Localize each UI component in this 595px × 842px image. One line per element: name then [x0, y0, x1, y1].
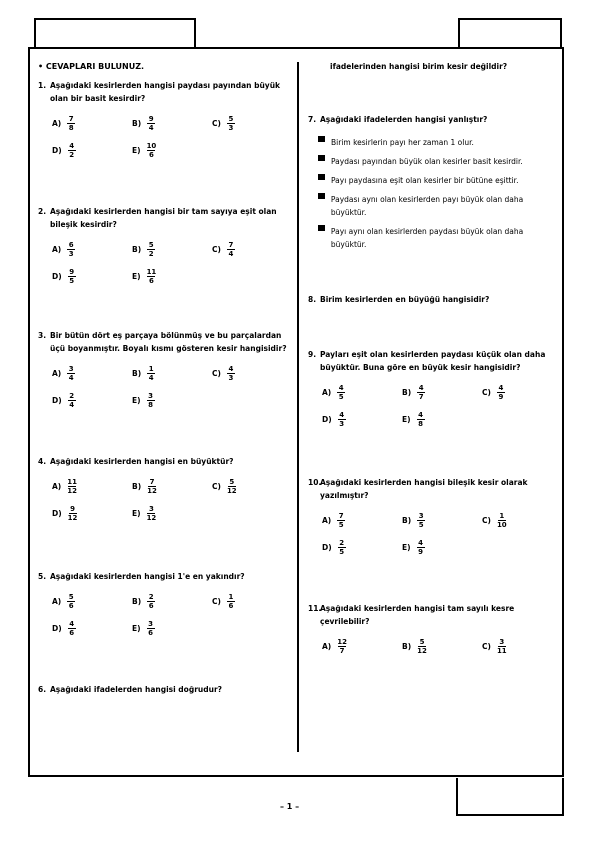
fraction-denominator: 3 — [228, 124, 234, 132]
answer-choices — [322, 638, 558, 655]
answer-option[interactable] — [52, 268, 132, 285]
answer-option[interactable] — [322, 638, 402, 655]
option-label: E) — [132, 624, 141, 633]
question-body: Aşağıdaki kesirlerden hangisi paydası payından büyük olan bir basit kesirdir? — [50, 81, 281, 103]
answer-option[interactable] — [132, 392, 212, 409]
option-label: B) — [132, 369, 142, 378]
answer-option[interactable] — [52, 142, 132, 159]
answer-option[interactable] — [132, 478, 212, 495]
fraction-denominator: 2 — [69, 151, 75, 159]
fraction — [67, 241, 75, 258]
option-label: E) — [132, 146, 141, 155]
option-label: D) — [52, 396, 62, 405]
fraction-numerator: 2 — [69, 392, 75, 400]
fraction-numerator: 2 — [339, 539, 345, 547]
option-label: A) — [322, 388, 332, 397]
bullet-icon — [318, 225, 325, 231]
bullet-icon — [318, 155, 325, 161]
fraction — [338, 411, 346, 428]
fraction — [147, 142, 157, 159]
fraction-numerator: 9 — [70, 505, 75, 513]
option-label: C) — [212, 597, 221, 606]
fraction — [417, 384, 425, 401]
answer-choices — [322, 512, 558, 556]
fraction — [227, 365, 235, 382]
option-label: B) — [402, 642, 412, 651]
fraction — [337, 512, 345, 529]
fraction — [227, 241, 235, 258]
statement-text: Payı paydasına eşit olan kesirler bir bütüne eşittir. — [331, 176, 519, 185]
option-label: E) — [402, 543, 411, 552]
answer-option[interactable] — [322, 411, 402, 428]
fraction-numerator: 4 — [338, 384, 344, 392]
answer-option[interactable] — [132, 115, 212, 132]
option-label: D) — [52, 509, 62, 518]
fraction — [227, 478, 237, 495]
question-7 — [308, 113, 558, 251]
fraction-numerator: 4 — [498, 384, 504, 392]
question-text — [308, 476, 558, 502]
option-label: A) — [52, 369, 62, 378]
fraction-numerator: 9 — [69, 268, 75, 276]
question-body: Aşağıdaki kesirlerden hangisi bir tam sayıya eşit olan bileşik kesirdir? — [50, 207, 277, 229]
statement-text: Paydası aynı olan kesirlerden payı büyük olan daha büyüktür. — [330, 195, 524, 217]
answer-option[interactable] — [212, 478, 292, 495]
question-number: 2. — [38, 207, 47, 216]
fraction — [68, 392, 76, 409]
fraction-numerator: 3 — [149, 505, 154, 513]
fraction-denominator: 6 — [69, 629, 75, 637]
fraction — [497, 512, 507, 529]
fraction — [67, 478, 77, 495]
question-5 — [38, 570, 288, 637]
question-text — [308, 602, 558, 628]
option-label: D) — [322, 543, 332, 552]
fraction-denominator: 3 — [228, 374, 234, 382]
fraction-numerator: 3 — [499, 638, 505, 646]
fraction-denominator: 5 — [338, 521, 344, 529]
question-1 — [38, 79, 288, 159]
fraction-denominator: 6 — [149, 277, 154, 285]
fraction-denominator: 12 — [67, 487, 77, 495]
question-text — [308, 293, 558, 306]
fraction-numerator: 5 — [148, 241, 154, 249]
option-label: A) — [322, 516, 332, 525]
option-label: C) — [212, 482, 221, 491]
fraction-numerator: 9 — [148, 115, 154, 123]
fraction-denominator: 8 — [148, 401, 153, 409]
fraction-numerator: 1 — [228, 593, 234, 601]
fraction-numerator: 4 — [339, 411, 345, 419]
fraction-denominator: 10 — [496, 521, 507, 529]
statement-item[interactable] — [318, 174, 558, 187]
answer-choices — [52, 365, 288, 409]
question-number: 5. — [38, 572, 47, 581]
fraction-numerator: 4 — [69, 620, 75, 628]
answer-option[interactable] — [482, 512, 562, 529]
answer-option[interactable] — [52, 365, 132, 382]
fraction-numerator: 4 — [418, 411, 423, 419]
fraction-numerator: 3 — [148, 392, 153, 400]
question-number: 9. — [308, 350, 317, 359]
fraction — [147, 365, 155, 382]
statement-item[interactable] — [318, 193, 558, 219]
option-label: E) — [132, 272, 141, 281]
fraction — [227, 115, 235, 132]
answer-option[interactable] — [212, 115, 292, 132]
right-column — [308, 60, 558, 695]
fraction-denominator: 3 — [339, 420, 345, 428]
question-6 — [38, 683, 288, 696]
answer-option[interactable] — [212, 241, 292, 258]
question-number: 11. — [308, 604, 322, 613]
fraction-numerator: 7 — [68, 115, 74, 123]
fraction-denominator: 5 — [69, 277, 75, 285]
fraction-numerator: 7 — [149, 478, 155, 486]
question-9 — [308, 348, 558, 428]
question-body: Bir bütün dört eş parçaya bölünmüş ve bu parçalardan üçü boyanmıştır. Boyalı kısmı gösteren kesir hangisidir? — [50, 331, 287, 353]
answer-option[interactable] — [132, 505, 212, 522]
fraction-denominator: 5 — [418, 521, 424, 529]
option-label: A) — [52, 597, 62, 606]
question-number: 10. — [308, 478, 322, 487]
answer-option[interactable] — [52, 392, 132, 409]
fraction — [67, 593, 75, 610]
fraction-denominator: 6 — [68, 602, 74, 610]
fraction-denominator: 4 — [68, 374, 74, 382]
header-tab-right — [458, 18, 562, 48]
fraction-numerator: 2 — [148, 593, 154, 601]
answer-option[interactable] — [402, 512, 482, 529]
question-body: Birim kesirlerden en büyüğü hangisidir? — [320, 295, 490, 304]
statement-item[interactable] — [318, 155, 558, 168]
question-number: 1. — [38, 81, 47, 90]
fraction-denominator: 9 — [498, 393, 504, 401]
question-number: 8. — [308, 295, 317, 304]
fraction-numerator: 5 — [229, 478, 235, 486]
fraction-numerator: 11 — [146, 268, 157, 276]
fraction — [68, 620, 76, 637]
question-text — [38, 329, 288, 355]
fraction-numerator: 4 — [418, 539, 423, 547]
answer-option[interactable] — [132, 268, 212, 285]
fraction-numerator: 3 — [418, 512, 424, 520]
fraction-denominator: 6 — [149, 151, 154, 159]
left-question-list — [38, 79, 288, 696]
fraction-denominator: 4 — [148, 124, 154, 132]
question-number: 4. — [38, 457, 47, 466]
option-label: C) — [212, 369, 221, 378]
option-label: D) — [322, 415, 332, 424]
answer-choices — [322, 384, 558, 428]
option-label: B) — [132, 119, 142, 128]
answer-option[interactable] — [402, 638, 482, 655]
fraction-denominator: 6 — [148, 629, 153, 637]
statement-item[interactable] — [318, 225, 558, 251]
statement-text: Payı aynı olan kesirlerden paydası büyük olan daha büyüktür. — [330, 227, 524, 249]
fraction-denominator: 6 — [228, 602, 234, 610]
footer-tab — [456, 778, 564, 816]
fraction-numerator: 7 — [338, 512, 344, 520]
question-body: Payları eşit olan kesirlerden paydası küçük olan daha büyüktür. Buna göre en büyük kesir hangisidir? — [320, 350, 546, 372]
answer-choices — [52, 115, 288, 159]
answer-option[interactable] — [52, 593, 132, 610]
fraction-numerator: 3 — [68, 365, 74, 373]
question-text — [38, 683, 288, 696]
question-text — [308, 348, 558, 374]
answer-choices — [52, 478, 288, 522]
fraction — [147, 593, 155, 610]
fraction — [68, 142, 76, 159]
answer-option[interactable] — [132, 365, 212, 382]
fraction — [337, 384, 345, 401]
question-body: Aşağıdaki kesirlerden hangisi en büyüktür? — [50, 457, 234, 466]
option-label: B) — [132, 482, 142, 491]
fraction-denominator: 12 — [226, 487, 237, 495]
bullet-icon — [318, 136, 325, 142]
bullet-icon — [318, 174, 325, 180]
column-divider — [297, 62, 299, 752]
fraction-denominator: 8 — [418, 420, 423, 428]
fraction-denominator: 4 — [69, 401, 75, 409]
fraction-numerator: 5 — [419, 638, 425, 646]
statement-text: Birim kesirlerin payı her zaman 1 olur. — [331, 138, 474, 147]
fraction-denominator: 5 — [338, 393, 344, 401]
fraction-numerator: 7 — [228, 241, 234, 249]
fraction-numerator: 1 — [148, 365, 154, 373]
option-label: A) — [52, 119, 62, 128]
question-text — [38, 570, 288, 583]
fraction — [68, 505, 78, 522]
answer-option[interactable] — [52, 478, 132, 495]
fraction-numerator: 3 — [148, 620, 153, 628]
left-column — [38, 60, 288, 736]
question-text — [38, 79, 288, 105]
fraction — [67, 115, 75, 132]
option-label: A) — [322, 642, 332, 651]
fraction — [338, 539, 346, 556]
option-label: B) — [132, 245, 142, 254]
answer-option[interactable] — [402, 384, 482, 401]
answer-option[interactable] — [52, 620, 132, 637]
answer-option[interactable] — [132, 241, 212, 258]
fraction-denominator: 5 — [339, 548, 345, 556]
answer-option[interactable] — [322, 539, 402, 556]
statement-item[interactable] — [318, 136, 558, 149]
fraction-denominator: 12 — [417, 647, 427, 655]
option-label: B) — [132, 597, 142, 606]
option-label: D) — [52, 624, 62, 633]
fraction-numerator: 4 — [228, 365, 234, 373]
question-body: Aşağıdaki kesirlerden hangisi tam sayılı kesre çevrilebilir? — [320, 604, 515, 626]
bullet-icon — [318, 193, 325, 199]
question-body: Aşağıdaki ifadelerden hangisi doğrudur? — [50, 685, 222, 694]
option-label: E) — [132, 396, 141, 405]
continuation-text: ifadelerinden hangisi birim kesir değildir? — [330, 62, 508, 71]
fraction — [417, 512, 425, 529]
fraction-numerator: 10 — [146, 142, 157, 150]
fraction — [227, 593, 235, 610]
fraction-denominator: 12 — [67, 514, 78, 522]
question-8 — [308, 293, 558, 306]
page-number: – 1 – — [280, 802, 300, 811]
fraction-denominator: 2 — [148, 250, 154, 258]
fraction-numerator: 6 — [68, 241, 74, 249]
question-body: Aşağıdaki kesirlerden hangisi bileşik kesir olarak yazılmıştır? — [320, 478, 528, 500]
fraction-numerator: 12 — [337, 638, 347, 646]
fraction-numerator: 11 — [67, 478, 77, 486]
question-4 — [38, 455, 288, 522]
statement-list — [318, 136, 558, 251]
fraction — [497, 384, 505, 401]
answer-option[interactable] — [482, 638, 562, 655]
option-label: C) — [482, 516, 491, 525]
fraction — [147, 268, 157, 285]
question-2 — [38, 205, 288, 285]
option-label: A) — [52, 482, 62, 491]
answer-option[interactable] — [322, 384, 402, 401]
header-tab-left — [34, 18, 196, 48]
fraction — [417, 411, 425, 428]
answer-option[interactable] — [132, 142, 212, 159]
fraction-denominator: 12 — [146, 514, 157, 522]
fraction-numerator: 5 — [228, 115, 234, 123]
fraction — [67, 365, 75, 382]
fraction — [68, 268, 76, 285]
option-label: C) — [482, 388, 491, 397]
question-11 — [308, 602, 558, 655]
fraction-denominator: 11 — [496, 647, 507, 655]
fraction — [147, 505, 157, 522]
option-label: D) — [52, 272, 62, 281]
fraction-numerator: 1 — [499, 512, 505, 520]
answer-choices — [52, 593, 288, 637]
option-label: C) — [482, 642, 491, 651]
question-10 — [308, 476, 558, 556]
fraction — [147, 392, 155, 409]
fraction-denominator: 9 — [418, 548, 423, 556]
fraction — [417, 539, 425, 556]
section-heading: • CEVAPLARI BULUNUZ. — [38, 62, 145, 71]
answer-option[interactable] — [212, 593, 292, 610]
fraction — [147, 115, 155, 132]
fraction — [147, 620, 155, 637]
fraction-numerator: 4 — [69, 142, 75, 150]
fraction-denominator: 7 — [418, 393, 424, 401]
fraction-denominator: 12 — [147, 487, 157, 495]
question-text — [38, 205, 288, 231]
fraction-denominator: 4 — [148, 374, 154, 382]
answer-option[interactable] — [52, 115, 132, 132]
answer-option[interactable] — [402, 539, 482, 556]
question-number: 6. — [38, 685, 47, 694]
answer-option[interactable] — [52, 505, 132, 522]
question-text — [308, 113, 558, 126]
statement-text: Paydası payından büyük olan kesirler basit kesirdir. — [331, 157, 523, 166]
question-3 — [38, 329, 288, 409]
answer-option[interactable] — [132, 620, 212, 637]
option-label: C) — [212, 245, 221, 254]
question-body: Aşağıdaki kesirlerden hangisi 1'e en yakındır? — [50, 572, 245, 581]
question-text — [38, 455, 288, 468]
fraction — [497, 638, 507, 655]
answer-option[interactable] — [482, 384, 562, 401]
right-question-list — [308, 113, 558, 655]
option-label: B) — [402, 388, 412, 397]
fraction — [337, 638, 347, 655]
answer-option[interactable] — [212, 365, 292, 382]
fraction-denominator: 3 — [68, 250, 74, 258]
fraction-numerator: 4 — [418, 384, 424, 392]
answer-option[interactable] — [52, 241, 132, 258]
fraction — [147, 241, 155, 258]
question-number: 3. — [38, 331, 47, 340]
fraction-numerator: 5 — [68, 593, 74, 601]
answer-choices — [52, 241, 288, 285]
fraction — [147, 478, 157, 495]
question-number: 7. — [308, 115, 317, 124]
option-label: E) — [132, 509, 141, 518]
answer-option[interactable] — [402, 411, 482, 428]
option-label: A) — [52, 245, 62, 254]
answer-option[interactable] — [132, 593, 212, 610]
fraction-denominator: 7 — [339, 647, 345, 655]
option-label: B) — [402, 516, 412, 525]
question-body: Aşağıdaki ifadelerden hangisi yanlıştır? — [320, 115, 488, 124]
fraction — [417, 638, 427, 655]
fraction-denominator: 8 — [68, 124, 74, 132]
option-label: D) — [52, 146, 62, 155]
fraction-denominator: 6 — [148, 602, 154, 610]
answer-option[interactable] — [322, 512, 402, 529]
option-label: E) — [402, 415, 411, 424]
option-label: C) — [212, 119, 221, 128]
fraction-denominator: 4 — [228, 250, 234, 258]
